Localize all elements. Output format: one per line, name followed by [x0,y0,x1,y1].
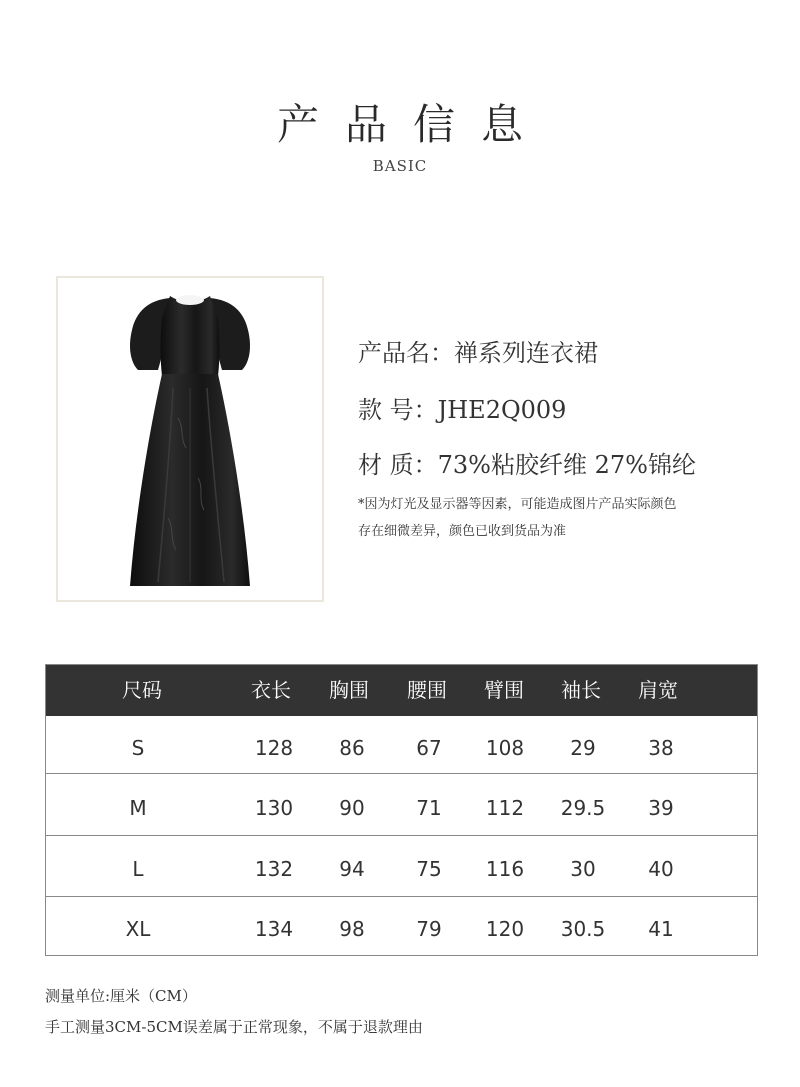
dress-image [58,278,322,600]
header-arm: 臂围 [484,678,524,702]
table-row [46,774,757,836]
header-waist: 腰围 [407,678,447,702]
measurement-unit: 测量单位:厘米（CM） [45,987,197,1005]
cell-arm: 116 [485,857,525,881]
cell-waist: 71 [416,796,442,820]
cell-length: 132 [254,857,294,881]
header-shoulder: 肩宽 [638,678,678,702]
header-length: 衣长 [251,678,291,702]
size-table [45,664,758,956]
cell-waist: 67 [416,736,442,760]
cell-sleeve: 30.5 [560,917,606,941]
tolerance-note: 手工测量3CM-5CM误差属于正常现象，不属于退款理由 [45,1018,423,1036]
cell-arm: 108 [485,736,525,760]
cell-shoulder: 38 [648,736,674,760]
header-size: 尺码 [122,678,162,702]
cell-shoulder: 41 [648,917,674,941]
cell-bust: 86 [339,736,365,760]
color-note-line-1: *因为灯光及显示器等因素，可能造成图片产品实际颜色 [358,497,677,512]
cell-arm: 112 [485,796,525,820]
cell-waist: 75 [416,857,442,881]
cell-size: S [131,736,145,760]
color-note-line-2: 存在细微差异，颜色已收到货品为准 [358,524,567,539]
cell-sleeve: 30 [570,857,596,881]
cell-arm: 120 [485,917,525,941]
cell-size: XL [125,917,151,941]
cell-size: M [129,796,147,820]
page-subtitle: BASIC [372,157,428,175]
cell-size: L [132,857,144,881]
size-table-header [46,665,757,716]
cell-length: 128 [254,736,294,760]
cell-bust: 94 [339,857,365,881]
cell-bust: 90 [339,796,365,820]
page-title: 产品信息 [276,100,549,149]
product-name: 产品名：禅系列连衣裙 [358,339,598,367]
product-photo [56,276,324,602]
table-row [46,897,757,955]
product-material: 材 质：73%粘胶纤维 27%锦纶 [358,451,696,479]
cell-shoulder: 39 [648,796,674,820]
cell-length: 130 [254,796,294,820]
cell-shoulder: 40 [648,857,674,881]
cell-sleeve: 29.5 [560,796,606,820]
header-bust: 胸围 [329,678,369,702]
cell-length: 134 [254,917,294,941]
cell-waist: 79 [416,917,442,941]
cell-bust: 98 [339,917,365,941]
table-row [46,836,757,897]
product-code: 款 号：JHE2Q009 [358,396,567,424]
cell-sleeve: 29 [570,736,596,760]
header-sleeve: 袖长 [561,678,601,702]
table-row [46,716,757,774]
